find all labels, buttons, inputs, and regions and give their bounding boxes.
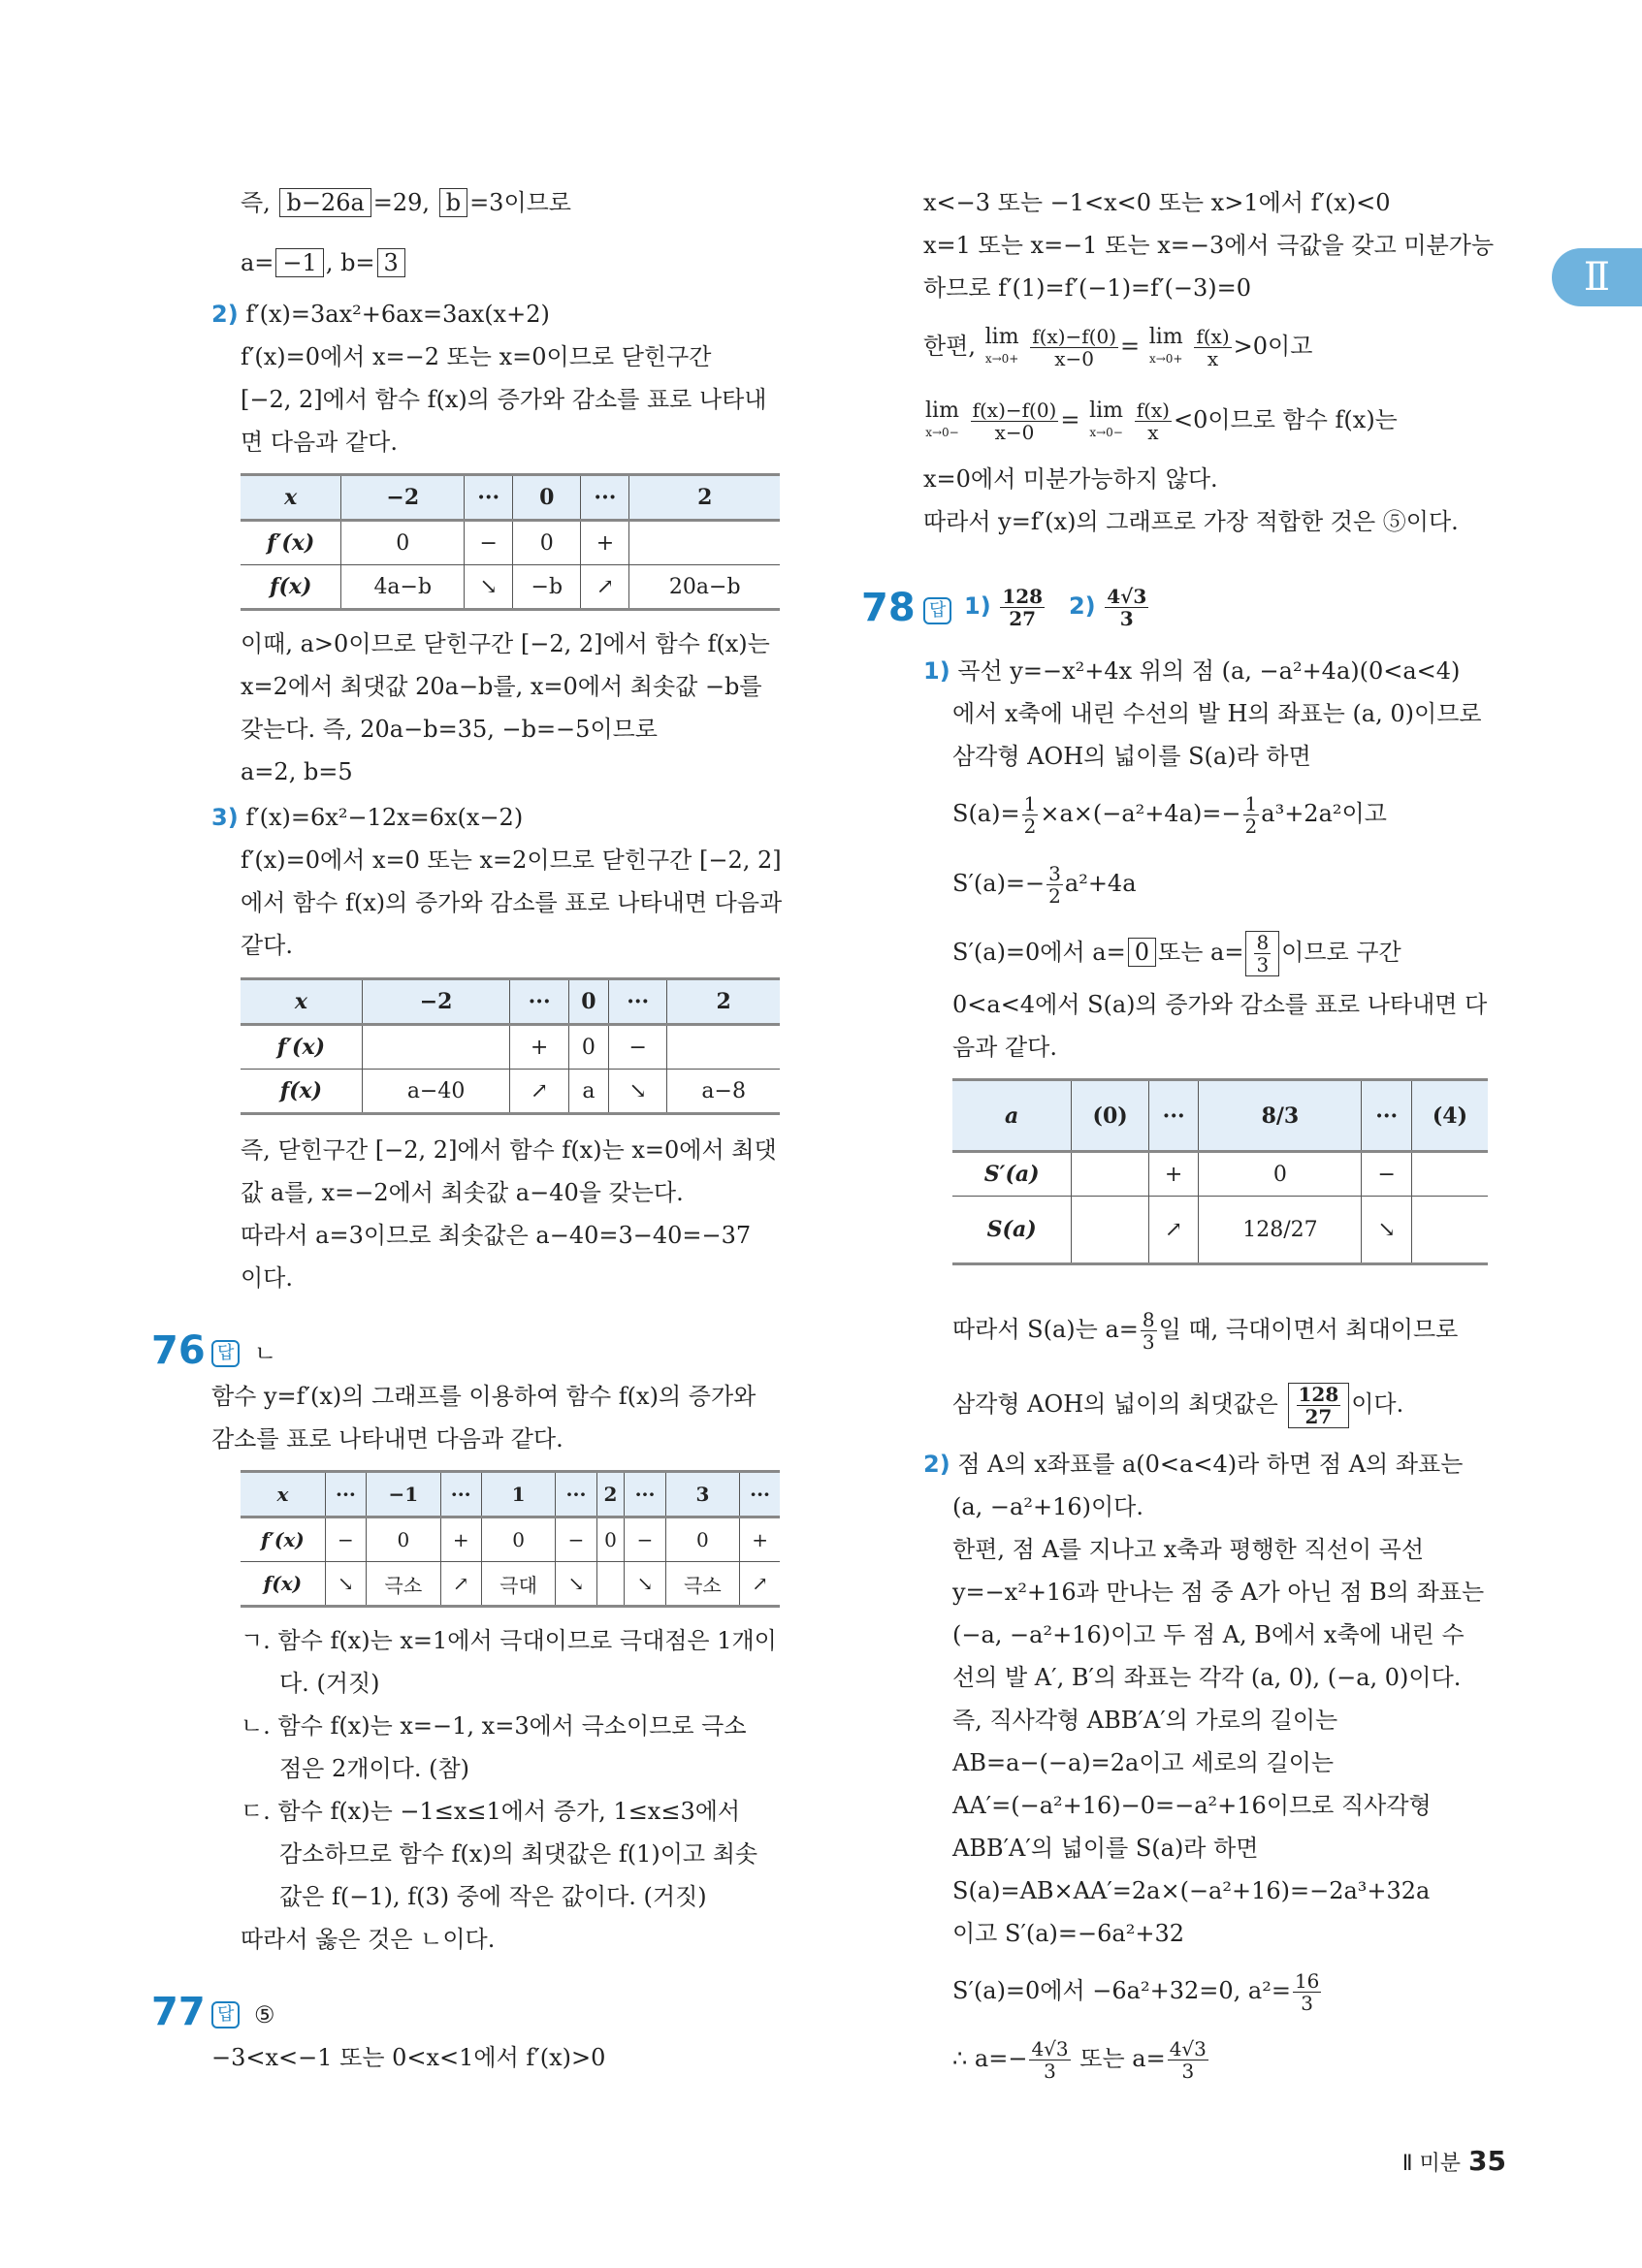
text-line: x<−3 또는 −1<x<0 또는 x>1에서 f′(x)<0: [923, 189, 1391, 216]
table-cell: 0: [596, 1517, 625, 1562]
table-cell: ↗: [510, 1070, 568, 1114]
table-cell: 4a−b: [341, 565, 465, 610]
formula-line: ∴ a=− $\frac{4√3}{3}$ 또는 a= $\frac{4√3}{3}$: [952, 2037, 1207, 2083]
table-cell: (4): [1411, 1080, 1488, 1152]
text-line: 이고 S′(a)=−6a²+32: [952, 1920, 1184, 1947]
table-cell: 20a−b: [629, 565, 780, 610]
text-line: x=0에서 미분가능하지 않다.: [923, 465, 1218, 493]
table-cell: ···: [608, 979, 666, 1025]
table-cell: −: [465, 521, 513, 565]
table-cell: ↘: [608, 1070, 666, 1114]
answer-78: 1) $\frac{128}{27}$ 2) $\frac{4√3}{3}$: [964, 585, 1147, 630]
table-cell: −1: [367, 1472, 441, 1517]
table-cell: ↘: [556, 1562, 596, 1607]
table-cell: [1411, 1197, 1488, 1264]
text-line: 에서 함수 f(x)의 증가와 감소를 표로 나타내면 다음과: [241, 889, 783, 916]
table-cell: +: [581, 521, 629, 565]
text-line: 점 A의 x좌표를 a(0<a<4)라 하면 점 A의 좌표는: [957, 1451, 1464, 1478]
table-cell: [1411, 1152, 1488, 1197]
table-cell: ↗: [1148, 1197, 1198, 1264]
table-cell: ···: [740, 1472, 780, 1517]
table-cell: 8/3: [1199, 1080, 1362, 1152]
sub-label: 3): [211, 804, 239, 831]
table-cell: ···: [1148, 1080, 1198, 1152]
table-3: [241, 1470, 780, 1608]
table-cell: ↗: [581, 565, 629, 610]
table-cell: [596, 1562, 625, 1607]
text-line: ㄴ. 함수 f(x)는 x=−1, x=3에서 극소이므로 극소: [241, 1712, 747, 1740]
table-cell: 0: [568, 1025, 608, 1070]
text-line: −3<x<−1 또는 0<x<1에서 f′(x)>0: [211, 2044, 606, 2071]
text-line: f′(x)=6x²−12x=6x(x−2): [245, 804, 524, 831]
text-line: 선의 발 A′, B′의 좌표는 각각 (a, 0), (−a, 0)이다.: [952, 1664, 1462, 1691]
table-cell: +: [740, 1517, 780, 1562]
table-cell: a−8: [667, 1070, 780, 1114]
table-cell: [629, 521, 780, 565]
table-cell: 0: [513, 475, 581, 521]
text-line: 같다.: [241, 932, 293, 959]
table-cell: ···: [581, 475, 629, 521]
problem-number-77: 77: [151, 1990, 206, 2034]
table-cell: 0: [367, 1517, 441, 1562]
text-line: x=1 또는 x=−1 또는 x=−3에서 극값을 갖고 미분가능: [923, 232, 1495, 259]
text-line: y=−x²+16과 만나는 점 중 A가 아닌 점 B의 좌표는: [952, 1579, 1485, 1606]
answer-76: ㄴ: [254, 1340, 277, 1367]
table-cell: 1: [481, 1472, 556, 1517]
text-line: AB=a−(−a)=2a이고 세로의 길이는: [952, 1749, 1335, 1776]
table-cell: S(a): [952, 1197, 1072, 1264]
text-line: f′(x)=0에서 x=0 또는 x=2이므로 닫힌구간 [−2, 2]: [241, 847, 782, 874]
table-cell: 2: [596, 1472, 625, 1517]
table-cell: x: [241, 475, 341, 521]
table-cell: 3: [665, 1472, 740, 1517]
text-line: 곡선 y=−x²+4x 위의 점 (a, −a²+4a)(0<a<4): [957, 657, 1461, 685]
text-line: [−2, 2]에서 함수 f(x)의 증가와 감소를 표로 나타내: [241, 386, 767, 413]
text-line: 에서 x축에 내린 수선의 발 H의 좌표는 (a, 0)이므로: [952, 700, 1482, 727]
table-4: [952, 1078, 1488, 1265]
answer-badge: 답: [923, 597, 951, 624]
text-line: 감소하므로 함수 f(x)의 최댓값은 f(1)이고 최솟: [279, 1840, 758, 1868]
page-number: 35: [1468, 2145, 1506, 2177]
table-cell: ···: [625, 1472, 665, 1517]
problem-number-76: 76: [151, 1328, 206, 1373]
table-cell: −b: [513, 565, 581, 610]
chapter-tab: Ⅱ: [1552, 248, 1642, 306]
formula-line: S′(a)=− $\frac{3}{2}$ a²+4a: [952, 862, 1137, 908]
table-cell: ↘: [465, 565, 513, 610]
table-cell: S′(a): [952, 1152, 1072, 1197]
text-line: x=2에서 최댓값 20a−b를, x=0에서 최솟값 −b를: [241, 673, 762, 700]
text-line: 감소를 표로 나타내면 다음과 같다.: [211, 1425, 563, 1453]
table-2: [241, 977, 780, 1115]
text-line: 함수 y=f′(x)의 그래프를 이용하여 함수 f(x)의 증가와: [211, 1383, 757, 1410]
table-cell: −: [625, 1517, 665, 1562]
table-cell: ···: [556, 1472, 596, 1517]
table-cell: ···: [440, 1472, 481, 1517]
text-line: AA′=(−a²+16)−0=−a²+16이므로 직사각형: [952, 1792, 1432, 1819]
table-cell: +: [510, 1025, 568, 1070]
table-cell: ···: [510, 979, 568, 1025]
table-cell: 0: [1199, 1152, 1362, 1197]
text-line: 하므로 f′(1)=f′(−1)=f′(−3)=0: [923, 274, 1251, 302]
footer-section: Ⅱ 미분: [1401, 2152, 1462, 2176]
table-cell: +: [1148, 1152, 1198, 1197]
table-cell: 극소: [367, 1562, 441, 1607]
table-cell: (0): [1072, 1080, 1149, 1152]
text-line: 한편, 점 A를 지나고 x축과 평행한 직선이 곡선: [952, 1536, 1425, 1563]
table-cell: ↘: [1362, 1197, 1411, 1264]
table-cell: a−40: [362, 1070, 510, 1114]
table-cell: −: [325, 1517, 366, 1562]
table-cell: f′(x): [241, 521, 341, 565]
sub-label: 2): [211, 301, 239, 328]
table-cell: [1072, 1152, 1149, 1197]
table-cell: 2: [667, 979, 780, 1025]
table-cell: 0: [341, 521, 465, 565]
table-cell: 2: [629, 475, 780, 521]
table-cell: −: [556, 1517, 596, 1562]
table-cell: x: [241, 1472, 325, 1517]
text-line: 면 다음과 같다.: [241, 429, 398, 456]
table-cell: x: [241, 979, 362, 1025]
text-line: 이다.: [241, 1264, 293, 1292]
text-line: S(a)=AB×AA′=2a×(−a²+16)=−2a³+32a: [952, 1877, 1431, 1904]
table-cell: [362, 1025, 510, 1070]
table-cell: +: [440, 1517, 481, 1562]
text-line: 즉, 직사각형 ABB′A′의 가로의 길이는: [952, 1707, 1338, 1734]
table-cell: a: [952, 1080, 1072, 1152]
table-cell: 128/27: [1199, 1197, 1362, 1264]
table-cell: −: [1362, 1152, 1411, 1197]
left-line-2: a= −1 , b= 3: [241, 247, 407, 278]
problem-number-78: 78: [861, 586, 916, 630]
table-cell: ↘: [325, 1562, 366, 1607]
formula-line: S(a)= $\frac{1}{2}$ ×a×(−a²+4a)=− $\frac{1}{2}$ a³+2a²이고: [952, 792, 1387, 838]
table-cell: −: [608, 1025, 666, 1070]
table-cell: f(x): [241, 565, 341, 610]
table-cell: ↗: [740, 1562, 780, 1607]
sub-label: 2): [923, 1451, 950, 1478]
table-cell: 극대: [481, 1562, 556, 1607]
table-cell: 0: [481, 1517, 556, 1562]
text-line: 다. (거짓): [279, 1670, 380, 1697]
text-line: ABB′A′의 넓이를 S(a)라 하면: [952, 1835, 1259, 1862]
text-line: f′(x)=3ax²+6ax=3ax(x+2): [245, 301, 550, 328]
table-cell: ···: [325, 1472, 366, 1517]
text-line: f′(x)=0에서 x=−2 또는 x=0이므로 닫힌구간: [241, 343, 712, 370]
table-cell: −2: [362, 979, 510, 1025]
formula-line: S′(a)=0에서 −6a²+32=0, a²= $\frac{16}{3}$: [952, 1969, 1320, 2015]
formula-line: S′(a)=0에서 a= 0 또는 a= $\frac{8}{3}$ 이므로 구간: [952, 931, 1401, 976]
table-cell: 0: [513, 521, 581, 565]
text-line: 따라서 y=f′(x)의 그래프로 가장 적합한 것은 ⑤이다.: [923, 508, 1459, 535]
table-cell: −2: [341, 475, 465, 521]
sub-label: 1): [923, 657, 950, 685]
text-line: (−a, −a²+16)이고 두 점 A, B에서 x축에 내린 수: [952, 1621, 1465, 1648]
text-line: 갖는다. 즉, 20a−b=35, −b=−5이므로: [241, 716, 658, 743]
formula-line: 따라서 S(a)는 a= $\frac{8}{3}$ 일 때, 극대이면서 최대이므로: [952, 1308, 1459, 1354]
table-1: [241, 473, 780, 611]
limit-line-2: lim x→0− $\frac{f(x)-f(0)}{x-0}$ = lim x→0− $\frac{f(x)}{x}$ <0이므로 함수 f(x)는: [925, 398, 1398, 444]
table-cell: ···: [1362, 1080, 1411, 1152]
page-footer: [1402, 2145, 1506, 2177]
table-cell: [1072, 1197, 1149, 1264]
text-line: 값은 f(−1), f(3) 중에 작은 값이다. (거짓): [279, 1883, 707, 1910]
answer-badge: 답: [211, 1340, 240, 1367]
answer-badge: 답: [211, 2001, 240, 2028]
table-cell: f(x): [241, 1070, 362, 1114]
text-line: 0<a<4에서 S(a)의 증가와 감소를 표로 나타내면 다: [952, 991, 1488, 1018]
text-line: (a, −a²+16)이다.: [952, 1493, 1143, 1520]
table-cell: ↗: [440, 1562, 481, 1607]
text-line: 따라서 옳은 것은 ㄴ이다.: [241, 1926, 496, 1953]
table-cell: f′(x): [241, 1025, 362, 1070]
table-cell: 극소: [665, 1562, 740, 1607]
table-cell: f(x): [241, 1562, 325, 1607]
table-cell: [667, 1025, 780, 1070]
text-line: ㄱ. 함수 f(x)는 x=1에서 극대이므로 극대점은 1개이: [241, 1627, 777, 1654]
table-cell: f′(x): [241, 1517, 325, 1562]
limit-line-1: 한편, lim x→0+ $\frac{f(x)-f(0)}{x-0}$ = lim x→0+ $\frac{f(x)}{x}$ >0이고: [923, 324, 1313, 370]
text-line: 즉, 닫힌구간 [−2, 2]에서 함수 f(x)는 x=0에서 최댓: [241, 1136, 777, 1164]
text-line: ㄷ. 함수 f(x)는 −1≤x≤1에서 증가, 1≤x≤3에서: [241, 1798, 741, 1825]
text-line: 값 a를, x=−2에서 최솟값 a−40을 갖는다.: [241, 1179, 684, 1206]
text-line: 삼각형 AOH의 넓이를 S(a)라 하면: [952, 743, 1311, 770]
text-line: a=2, b=5: [241, 758, 353, 785]
left-line-1: 즉, b−26a =29, b =3이므로: [241, 189, 571, 216]
text-line: 점은 2개이다. (참): [279, 1755, 469, 1782]
table-cell: ↘: [625, 1562, 665, 1607]
table-cell: 0: [665, 1517, 740, 1562]
text-line: 음과 같다.: [952, 1034, 1057, 1061]
text-line: 따라서 a=3이므로 최솟값은 a−40=3−40=−37: [241, 1222, 752, 1249]
answer-77: ⑤: [254, 2001, 275, 2028]
table-cell: a: [568, 1070, 608, 1114]
table-cell: 0: [568, 979, 608, 1025]
table-cell: ···: [465, 475, 513, 521]
text-line: 이때, a>0이므로 닫힌구간 [−2, 2]에서 함수 f(x)는: [241, 630, 770, 657]
formula-line: 삼각형 AOH의 넓이의 최댓값은 $\frac{128}{27}$ 이다.: [952, 1383, 1404, 1428]
